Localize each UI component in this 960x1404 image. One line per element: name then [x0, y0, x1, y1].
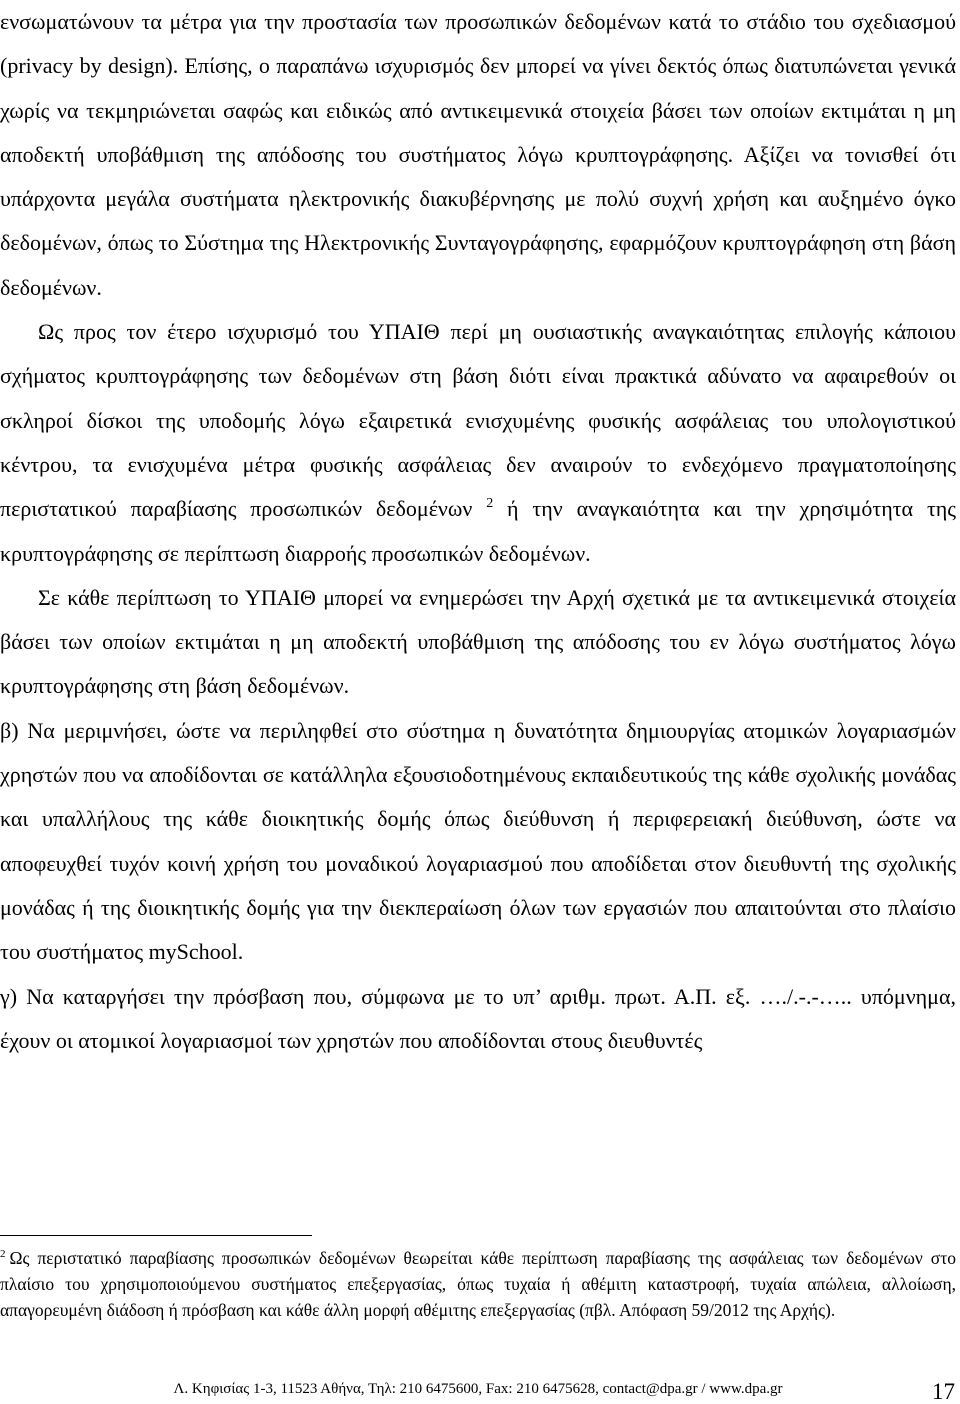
paragraph-2-text: Ως προς τον έτερο ισχυρισμό του ΥΠΑΙΘ περί μη ουσιαστικής αναγκαιότητας επιλογής κάποιου σχήματος κρυπτογράφησης των δεδομένων στη βάση διότι είναι πρακτικά αδύνατο να αφαιρεθούν οι σκληροί δίσκοι της υποδομής λόγω εξαιρετικά ενισχυμένης φυσικής ασφάλειας του υπολογιστικού κέντρου, τα ενισχυμένα μέτρα φυσικής ασφάλειας δεν αναιρούν το ενδεχόμενο πραγματοποίησης περιστατικού παραβίασης προσωπικών δεδομένων	[0, 319, 956, 522]
paragraph-4: β) Να μεριμνήσει, ώστε να περιληφθεί στο σύστημα η δυνατότητα δημιουργίας ατομικών λογαριασμών χρηστών που να αποδίδονται σε κατάλληλα εξουσιοδοτημένους εκπαιδευτικούς της κάθε σχολικής μονάδας και υπαλλήλους της κάθε διοικητικής δομής όπως διεύθυνση ή περιφερειακή διεύθυνση, ώστε να αποφευχθεί τυχόν κοινή χρήση του μοναδικού λογαριασμού που αποδίδεται στον διευθυντή της σχολικής μονάδας ή της διοικητικής δομής για την διεκπεραίωση όλων των εργασιών που απαιτούνται στο πλαίσιο του συστήματος mySchool.	[0, 717, 956, 965]
footnote-divider	[0, 1235, 312, 1236]
page-footer-address: Λ. Κηφισίας 1-3, 11523 Αθήνα, Τηλ: 210 6475600, Fax: 210 6475628, contact@dpa.gr / www.dpa.gr	[173, 1381, 783, 1397]
paragraph-5: γ) Να καταργήσει την πρόσβαση που, σύμφωνα με το υπ’ αριθμ. πρωτ. Α.Π. εξ. …./.-.-….. υπόμνημα, έχουν οι ατομικοί λογαριασμοί των χρηστών που αποδίδονται στους διευθυντές	[0, 983, 956, 1053]
footnote-reference[interactable]: 2	[486, 496, 494, 512]
paragraph-1: ενσωματώνουν τα μέτρα για την προστασία των προσωπικών δεδομένων κατά το στάδιο του σχεδιασμού (privacy by design). Επίσης, ο παραπάνω ισχυρισμός δεν μπορεί να γίνει δεκτός όπως διατυπώνεται γενικά χωρίς να τεκμηριώνεται σαφώς και ειδικώς από αντικειμενικά στοιχεία βάσει των οποίων εκτιμάται η μη αποδεκτή υποβάθμιση της απόδοσης του συστήματος λόγω κρυπτογράφησης. Αξίζει να τονισθεί ότι υπάρχοντα μεγάλα συστήματα ηλεκτρονικής διακυβέρνησης με πολύ συχνή χρήση και αυξημένο όγκο δεδομένων, όπως το Σύστημα της Ηλεκτρονικής Συνταγογράφησης, εφαρμόζουν κρυπτογράφηση στη βάση δεδομένων.	[0, 9, 956, 300]
page-number: 17	[932, 1379, 955, 1404]
paragraph-2	[0, 310, 956, 576]
paragraph-2-text-cont: ή την αναγκαιότητα και την χρησιμότητα της κρυπτογράφησης σε περίπτωση διαρροής προσωπικών δεδομένων.	[0, 496, 957, 566]
footnote	[0, 1245, 956, 1323]
footnote-text: Ως περιστατικό παραβίασης προσωπικών δεδομένων θεωρείται κάθε περίπτωση παραβίασης της ασφάλειας των δεδομένων στο πλαίσιο του χρησιμοποιούμενου συστήματος επεξεργασίας, όπως τυχαία ή αθέμιτη καταστροφή, τυχαία απώλεια, αλλοίωση, απαγορευμένη διάδοση ή πρόσβαση και κάθε άλλη μορφή αθέμιτης επεξεργασίας (πβλ. Απόφαση 59/2012 της Αρχής).	[0, 1248, 956, 1320]
footnote-number: 2	[0, 1248, 6, 1260]
paragraph-3: Σε κάθε περίπτωση το ΥΠΑΙΘ μπορεί να ενημερώσει την Αρχή σχετικά με τα αντικειμενικά στοιχεία βάσει των οποίων εκτιμάται η μη αποδεκτή υποβάθμιση της απόδοσης του εν λόγω συστήματος λόγω κρυπτογράφησης στη βάση δεδομένων.	[0, 584, 956, 699]
